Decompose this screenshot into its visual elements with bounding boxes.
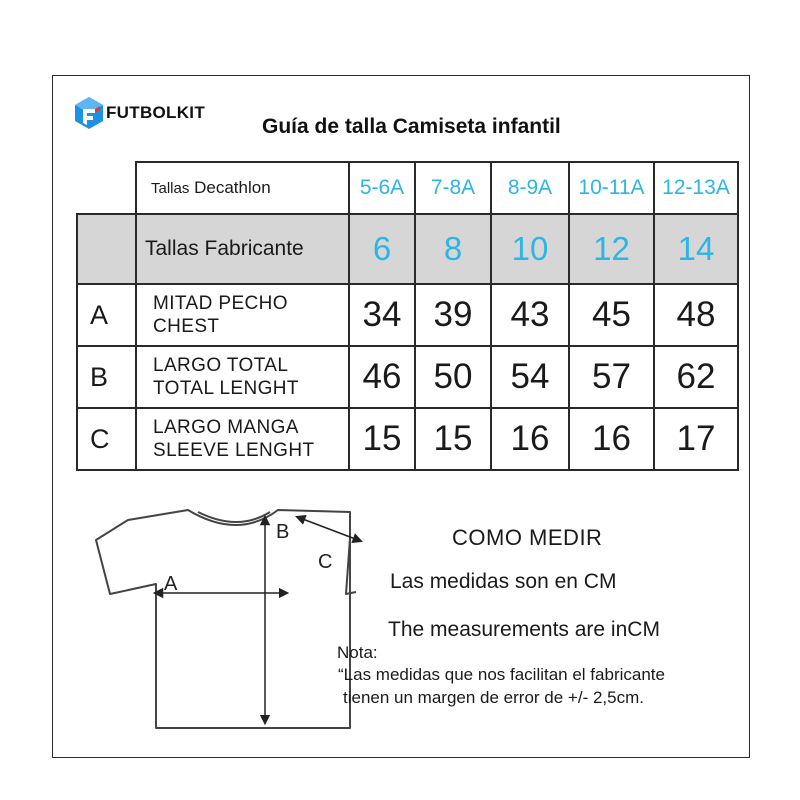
tshirt-outline <box>96 510 356 728</box>
tshirt-diagram <box>88 498 368 733</box>
diagram-label-a: A <box>164 573 178 595</box>
row-label <box>136 408 349 470</box>
diagram-label-c: C <box>318 551 333 573</box>
decathlon-label-main: Decathlon <box>194 178 271 197</box>
units-note-es: Las medidas son en CM <box>390 570 617 593</box>
row-label <box>136 346 349 408</box>
row-label-en: TOTAL LENGHT <box>153 378 299 399</box>
row-letter: C <box>77 408 136 470</box>
measurement-cell: 45 <box>569 284 654 346</box>
measurement-cell: 48 <box>654 284 738 346</box>
cube-logo-icon <box>74 96 104 130</box>
row-label-en: CHEST <box>153 316 220 337</box>
decathlon-label <box>136 162 349 214</box>
row-label-es: LARGO TOTAL <box>153 355 289 376</box>
size-table <box>76 161 739 471</box>
row-label-es: LARGO MANGA <box>153 417 299 438</box>
nota-label: Nota: <box>337 643 378 662</box>
measurement-cell: 15 <box>349 408 415 470</box>
measurement-cell: 62 <box>654 346 738 408</box>
decathlon-size-row <box>77 162 738 214</box>
measurement-cell: 50 <box>415 346 491 408</box>
table-row <box>77 284 738 346</box>
manufacturer-size: 8 <box>415 214 491 284</box>
manufacturer-size: 10 <box>491 214 569 284</box>
corner-cell <box>77 162 136 214</box>
table-row <box>77 408 738 470</box>
page-title: Guía de talla Camiseta infantil <box>262 115 561 138</box>
measurement-cell: 54 <box>491 346 569 408</box>
decathlon-size: 8-9A <box>491 162 569 214</box>
decathlon-size: 10-11A <box>569 162 654 214</box>
measurement-cell: 34 <box>349 284 415 346</box>
row-label-es: MITAD PECHO <box>153 293 288 314</box>
manufacturer-size: 6 <box>349 214 415 284</box>
manufacturer-size: 14 <box>654 214 738 284</box>
measurement-cell: 15 <box>415 408 491 470</box>
brand-name: FUTBOLKIT <box>106 103 206 122</box>
row-label-en: SLEEVE LENGHT <box>153 440 315 461</box>
measurement-cell: 39 <box>415 284 491 346</box>
table-row <box>77 346 738 408</box>
brand-logo <box>74 96 205 130</box>
diagram-label-b: B <box>276 521 290 543</box>
measurement-cell: 43 <box>491 284 569 346</box>
units-note-en: The measurements are inCM <box>388 618 660 641</box>
row-letter: B <box>77 346 136 408</box>
disclaimer-line-2: tienen un margen de error de +/- 2,5cm. <box>343 688 644 707</box>
measurement-cell: 46 <box>349 346 415 408</box>
decathlon-size: 7-8A <box>415 162 491 214</box>
row-letter: A <box>77 284 136 346</box>
manufacturer-size-row <box>77 214 738 284</box>
row-label <box>136 284 349 346</box>
measurement-cell: 16 <box>569 408 654 470</box>
measurement-cell: 57 <box>569 346 654 408</box>
fab-corner-cell <box>77 214 136 284</box>
measurement-cell: 16 <box>491 408 569 470</box>
decathlon-label-prefix: Tallas <box>151 180 190 197</box>
disclaimer-line-1: “Las medidas que nos facilitan el fabricante <box>338 665 665 684</box>
decathlon-size: 5-6A <box>349 162 415 214</box>
decathlon-size: 12-13A <box>654 162 738 214</box>
manufacturer-label: Tallas Fabricante <box>136 214 349 284</box>
measurement-cell: 17 <box>654 408 738 470</box>
how-to-measure-title: COMO MEDIR <box>452 525 603 550</box>
manufacturer-size: 12 <box>569 214 654 284</box>
